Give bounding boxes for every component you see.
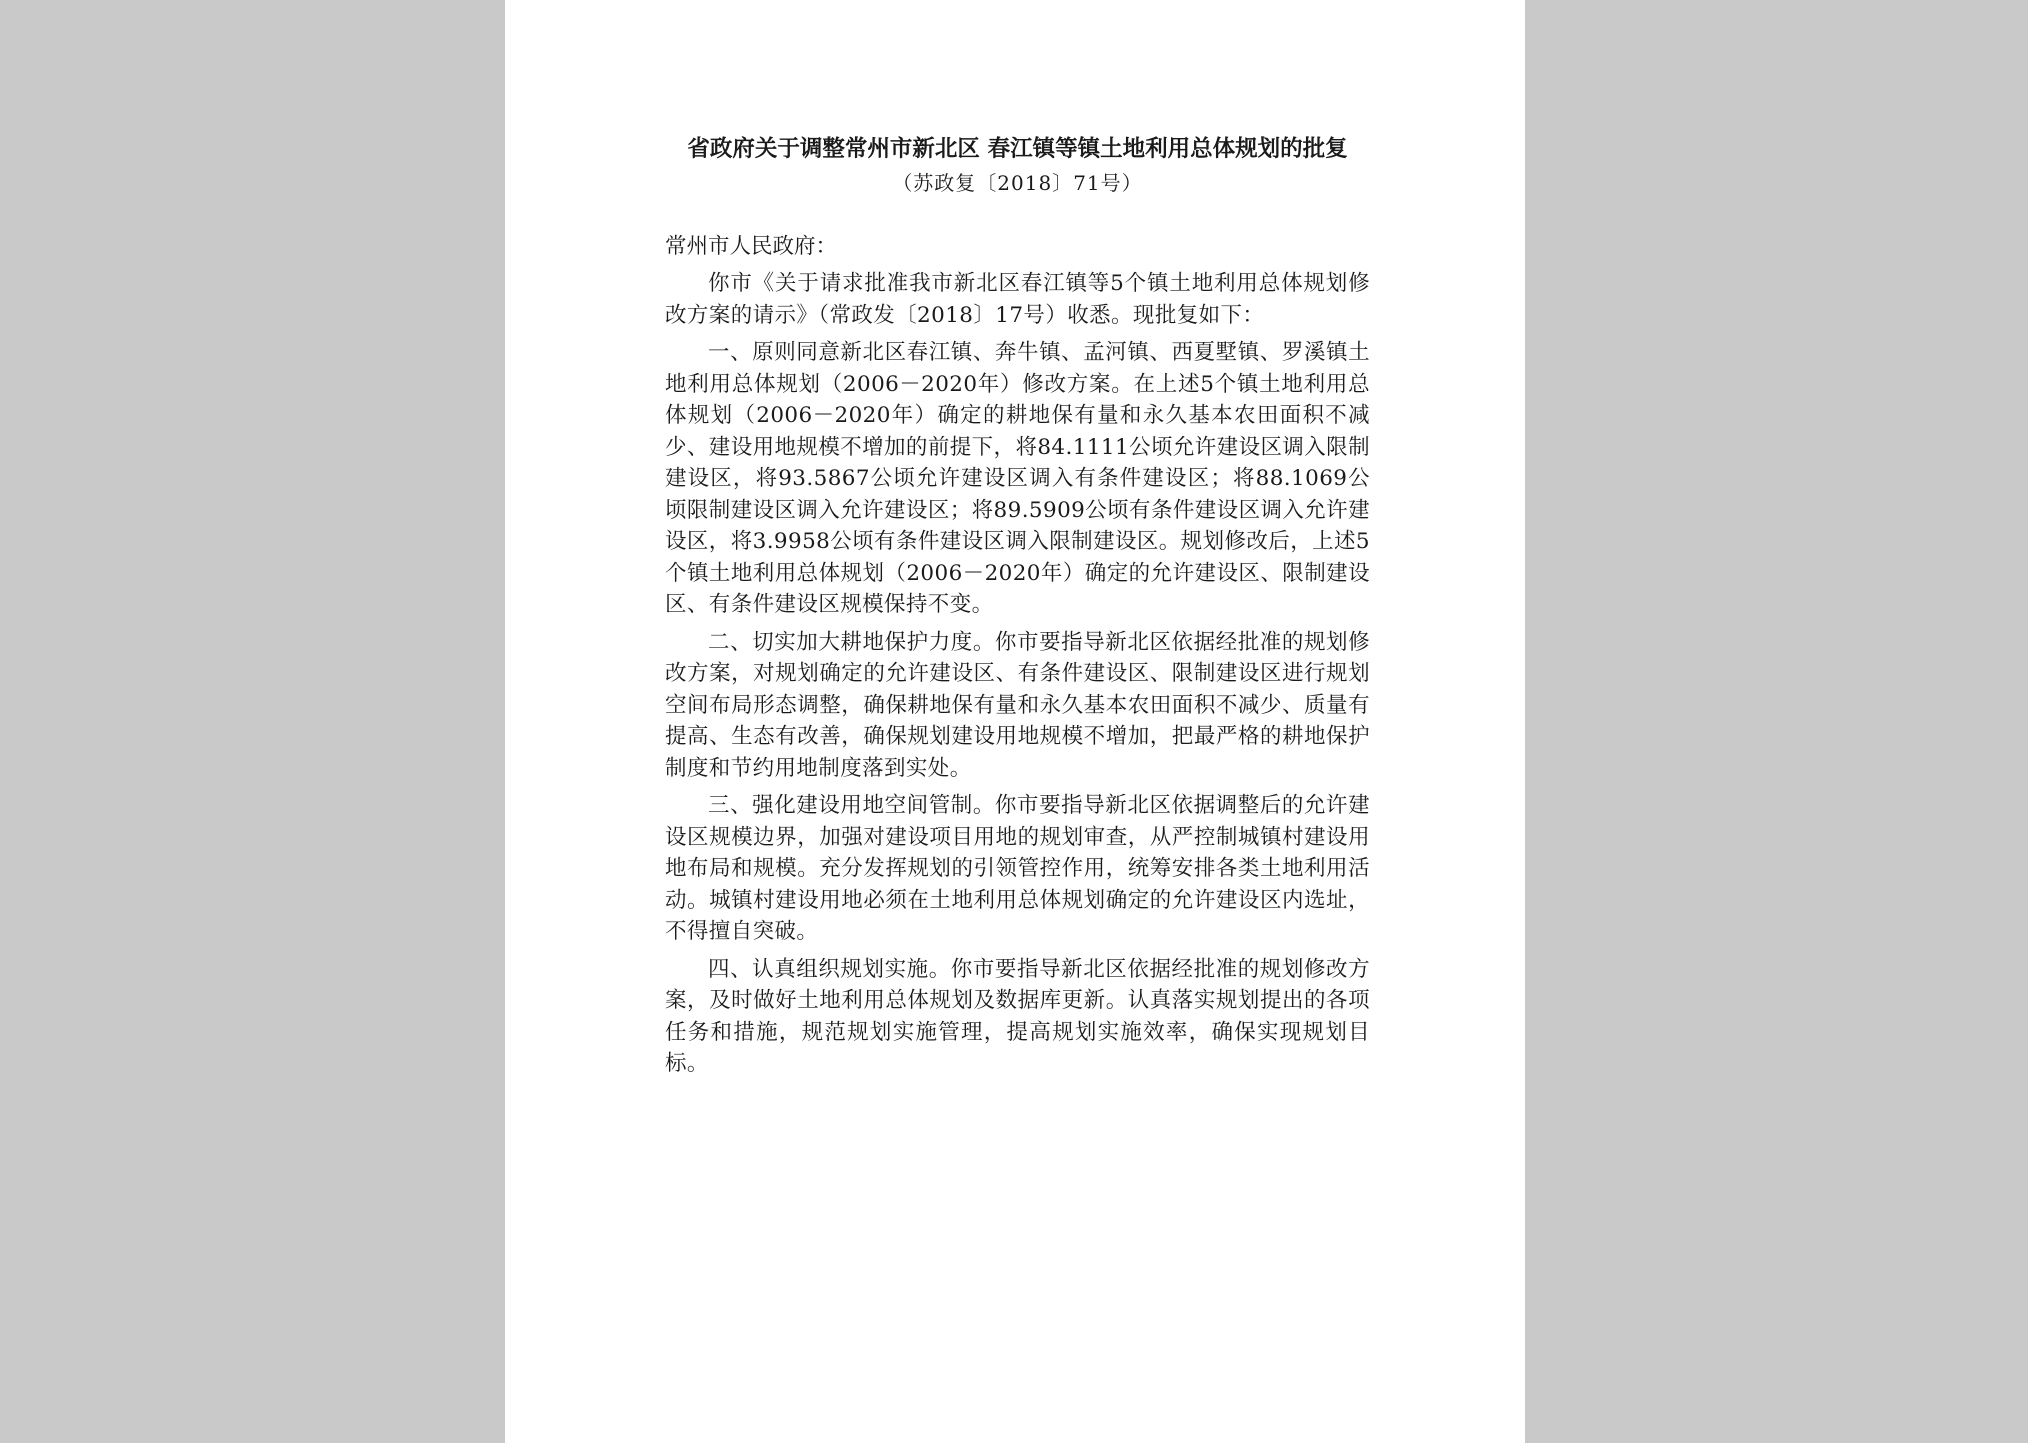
paragraph-item-2: 二、切实加大耕地保护力度。你市要指导新北区依据经批准的规划修改方案，对规划确定的允许建设区、有条件建设区、限制建设区进行规划空间布局形态调整，确保耕地保有量和永久基本农田面积不减少、质量有提高、生态有改善，确保规划建设用地规模不增加，把最严格的耕地保护制度和节约用地制度落到实处。 (665, 629, 1370, 781)
document-title: 省政府关于调整常州市新北区 春江镇等镇土地利用总体规划的批复 (687, 136, 1348, 162)
paragraph-item-3: 三、强化建设用地空间管制。你市要指导新北区依据调整后的允许建设区规模边界，加强对建设项目用地的规划审查，从严控制城镇村建设用地布局和规模。充分发挥规划的引领管控作用，统筹安排各类土地利用活动。城镇村建设用地必须在土地利用总体规划确定的允许建设区内选址，不得擅自突破。 (665, 793, 1370, 944)
paragraph-item-1: 一、原则同意新北区春江镇、奔牛镇、孟河镇、西夏墅镇、罗溪镇土地利用总体规划（2006－2020年）修改方案。在上述5个镇土地利用总体规划（2006－2020年）确定的耕地保有量和永久基本农田面积不减少、建设用地规模不增加的前提下，将84.1111公顷允许建设区调入限制建设区，将93.5867公顷允许建设区调入有条件建设区；将88.1069公顷限制建设区调入允许建设区；将89.5909公顷有条件建设区调入允许建设区，将3.9958公顷有条件建设区调入限制建设区。规划修改后，上述5个镇土地利用总体规划（2006－2020年）确定的允许建设区、限制建设区、有条件建设区规模保持不变。 (665, 340, 1370, 617)
paragraph-item-4: 四、认真组织规划实施。你市要指导新北区依据经批准的规划修改方案，及时做好土地利用总体规划及数据库更新。认真落实规划提出的各项任务和措施，规范规划实施管理，提高规划实施效率，确保实现规划目标。 (665, 956, 1370, 1076)
paragraph-intro: 你市《关于请求批准我市新北区春江镇等5个镇土地利用总体规划修改方案的请示》（常政发〔2018〕17号）收悉。现批复如下： (665, 271, 1370, 328)
document-body (665, 133, 1370, 1080)
salutation: 常州市人民政府： (665, 234, 838, 259)
document-page (505, 0, 1525, 1443)
document-number: （苏政复〔2018〕71号） (892, 171, 1143, 195)
